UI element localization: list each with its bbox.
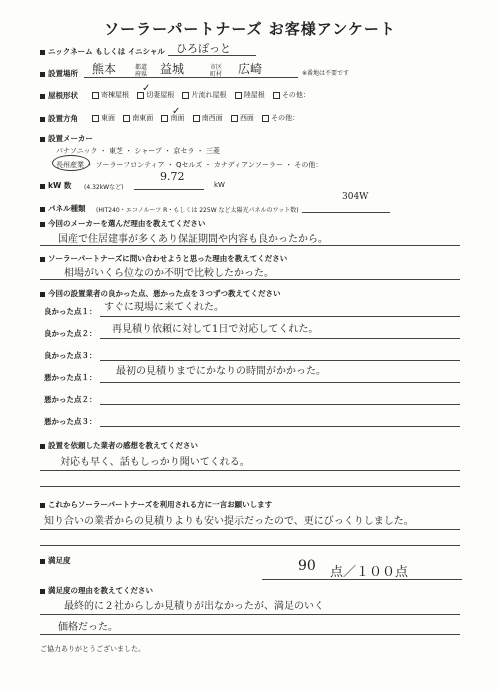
panel-label: パネル種類: [40, 203, 86, 214]
good-point-2-answer: 再見積り依頼に対して1日で対応してくれた。: [112, 324, 319, 335]
direction-checkbox[interactable]: [231, 115, 238, 122]
location-label: 設置場所: [40, 68, 78, 79]
bad-point-1-underline: [100, 382, 460, 383]
q4-underline-1: [40, 470, 460, 471]
survey-title: ソーラーパートナーズ お客様アンケート: [104, 20, 396, 38]
roof-checkbox[interactable]: [235, 92, 242, 99]
direction-checkbox[interactable]: [161, 115, 168, 122]
satisfaction-underline: [262, 579, 462, 580]
maker-label: 設置メーカー: [40, 133, 93, 144]
kw-unit: kW: [214, 181, 225, 189]
q6-underline-1: [40, 614, 460, 615]
q5-underline-2: [40, 545, 460, 546]
location-underline: [84, 77, 298, 78]
q5-underline-1: [40, 529, 460, 530]
q1-answer: 国産で住居建事が多くあり保証期間や内容も良かったから。: [58, 234, 328, 245]
q6-answer-line-2: 価格だった。: [58, 622, 118, 633]
good-point-1-answer: すぐに現場に来てくれた。: [104, 302, 224, 313]
direction-checkbox[interactable]: [123, 115, 130, 122]
q2-answer: 相場がいくら位なのか不明で比較したかった。: [64, 268, 274, 279]
satisfaction-score: 90: [298, 558, 316, 574]
q5-answer: 知り合いの業者からの見積りよりも安い提示だったので、更にびっくりしました。: [44, 516, 414, 527]
maker-row-1: パナソニック ・ 東芝 ・ シャープ ・ 京セラ ・ 三菱: [56, 147, 220, 155]
kw-hint: (4.32kWなど): [84, 184, 124, 191]
prefecture-unit: 都道府県: [135, 64, 148, 78]
q4-answer: 対応も早く、話もしっかり聞いてくれる。: [60, 457, 250, 468]
city-unit: 市区町村: [210, 64, 223, 78]
q5-label: これからソーラーパートナーズを利用される方に一言お願いします: [40, 499, 272, 510]
bad-point-3-underline: [100, 426, 460, 427]
q3-label: 今回の設置業者の良かった点、悪かった点を３つずつ教えてください: [40, 288, 281, 299]
good-point-1-underline: [100, 316, 460, 317]
thanks-footer: ご協力ありがとうございました。: [40, 645, 145, 653]
bad-point-1-label: 悪かった点１：: [44, 373, 97, 382]
satisfaction-suffix: 点／１００点: [330, 565, 409, 580]
q6-answer-line-1: 最終的に２社からしか見積りが出なかったが、満足のいく: [64, 601, 324, 612]
kw-label: kW 数: [40, 180, 71, 191]
town-value: 広崎: [238, 62, 263, 76]
bad-point-2-label: 悪かった点２：: [44, 395, 97, 404]
city-value: 益城: [160, 62, 185, 76]
direction-check-mark: ✓: [172, 106, 181, 117]
q1-label: 今回のメーカーを選んだ理由を教えてください: [40, 218, 205, 229]
maker-row-2: 長州産業 ・ ソーラーフロンティア ・ Qセルズ ・ カナディアンソーラー ・ その他：: [56, 161, 323, 169]
q4-label: 設置を依頼した業者の感想を教えてください: [40, 440, 198, 451]
direction-options[interactable]: 東面 南東面 南面 南西面 西面 その他：: [86, 113, 299, 123]
bad-point-1-answer: 最初の見積りまでにかなりの時間がかかった。: [116, 366, 326, 377]
q1-underline: [40, 245, 460, 246]
kw-value: 9.72: [160, 170, 185, 183]
bad-point-2-underline: [100, 404, 460, 405]
good-point-3-underline: [100, 360, 460, 361]
direction-checkbox[interactable]: [262, 115, 269, 122]
good-point-3-label: 良かった点３：: [44, 351, 97, 360]
q2-label: ソーラーパートナーズに問い合わせようと思った理由を教えてください: [40, 253, 287, 264]
panel-hint: (HIT240・エコノルーツ R・もしくは 225W など太陽光パネルのワット数): [96, 207, 299, 214]
nickname-value: ひろぽっと: [176, 42, 231, 55]
q4-underline-2: [40, 486, 460, 487]
good-point-2-underline: [100, 338, 460, 339]
nickname-underline: [168, 55, 256, 56]
roof-checkbox[interactable]: [92, 92, 99, 99]
address-note: ※番地は不要です: [302, 70, 350, 77]
good-point-2-label: 良かった点２：: [44, 329, 97, 338]
roof-check-mark: ✓: [142, 83, 151, 94]
direction-checkbox[interactable]: [92, 115, 99, 122]
panel-value: 304W: [342, 192, 369, 202]
bad-point-3-label: 悪かった点３：: [44, 417, 97, 426]
roof-label: 屋根形状: [40, 90, 78, 101]
direction-label: 設置方角: [40, 113, 78, 124]
roof-options[interactable]: 寄棟屋根 切妻屋根 片流れ屋根 陸屋根 その他：: [86, 90, 310, 100]
prefecture-value: 熊本: [92, 62, 117, 76]
direction-checkbox[interactable]: [193, 115, 200, 122]
roof-checkbox[interactable]: [182, 92, 189, 99]
nickname-label: ニックネーム もしくは イニシャル: [40, 46, 165, 57]
roof-checkbox[interactable]: [273, 92, 280, 99]
q6-underline-2: [40, 634, 460, 635]
satisfaction-label: 満足度: [40, 555, 71, 566]
panel-underline: [302, 212, 390, 213]
good-point-1-label: 良かった点１：: [44, 307, 97, 316]
kw-underline: [134, 189, 204, 190]
q2-underline: [40, 279, 460, 280]
q6-label: 満足度の理由を教えてください: [40, 585, 153, 596]
maker-selected-circle: [52, 155, 90, 171]
